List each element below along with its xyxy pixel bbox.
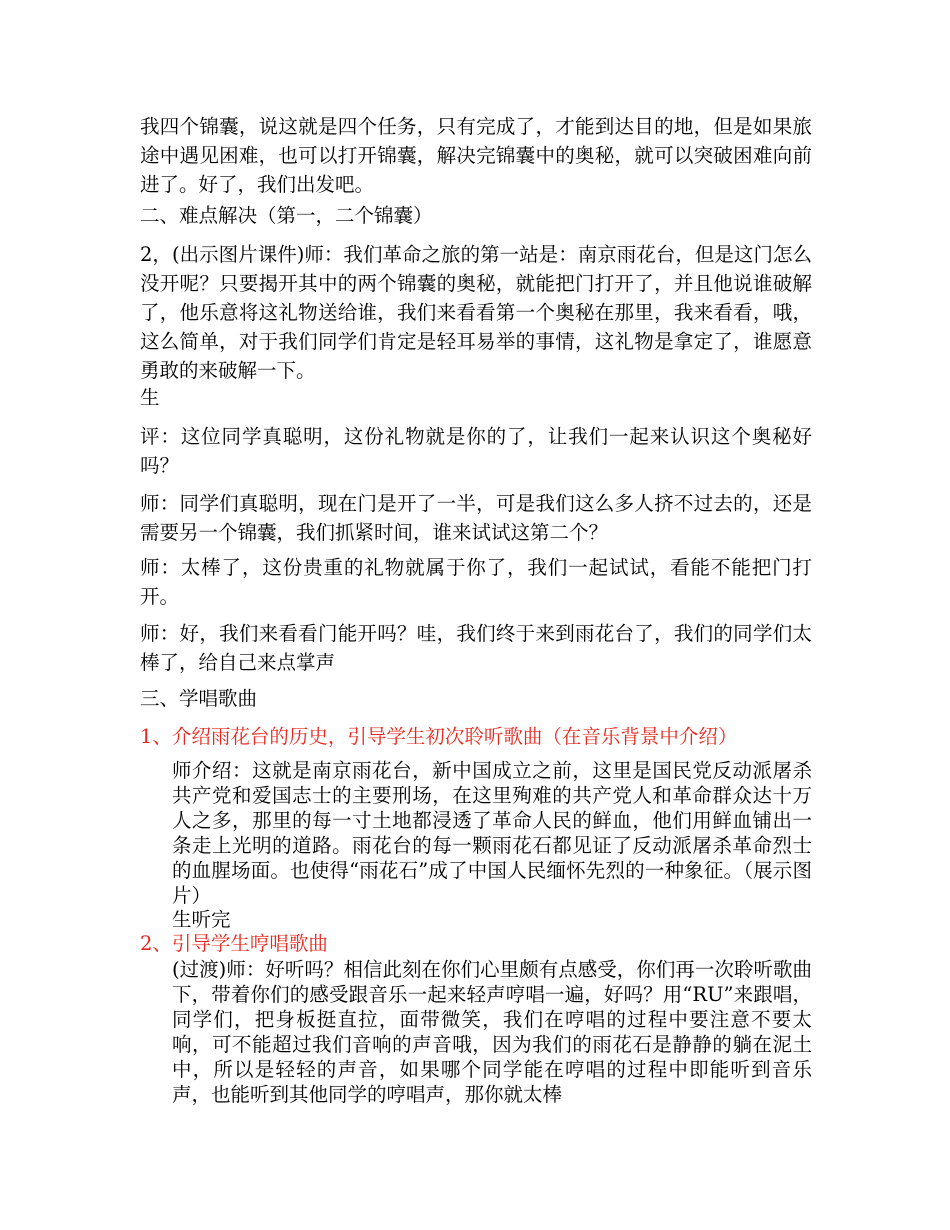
paragraph-transition: (过渡)师：好听吗？相信此刻在你们心里颇有点感受，你们再一次聆听歌曲下，带着你们的感受跟音乐一起来轻声哼唱一遍，好吗？用“RU”来跟唱，同学们，把身板挺直拉，面带微笑，我们在哼唱的过程中要注意不要太响，可不能超过我们音响的声音哦，因为我们的雨花石是静静的躺在泥土中，所以是轻轻的声音，如果哪个同学能在哼唱的过程中即能听到音乐声，也能听到其他同学的哼唱声，那你就太棒 (172, 958, 812, 1106)
paragraph-teacher-1: 师：同学们真聪明，现在门是开了一半，可是我们这么多人挤不过去的，还是需要另一个锦囊，我们抓紧时间，谁来试试这第二个？ (140, 492, 812, 544)
paragraph-first-stop: 2，(出示图片课件)师：我们革命之旅的第一站是：南京雨花台，但是这门怎么没开呢？只要揭开其中的两个锦囊的奥秘，就能把门打开了，并且他说谁破解了，他乐意将这礼物送给谁，我们来看看第一个奥秘在那里，我来看看，哦，这么简单，对于我们同学们肯定是轻耳易举的事情，这礼物是拿定了，谁愿意勇敢的来破解一下。 (140, 243, 812, 382)
section-heading-learn-song: 三、学唱歌曲 (140, 687, 258, 710)
paragraph-teacher-intro: 师介绍：这就是南京雨花台，新中国成立之前，这里是国民党反动派屠杀共产党和爱国志士的主要刑场，在这里殉难的共产党人和革命群众达十万人之多，那里的每一寸土地都浸透了革命人民的鲜血，他们用鲜血铺出一条走上光明的道路。雨花台的每一颗雨花石都见证了反动派屠杀革命烈士的血腥场面。也使得“雨花石”成了中国人民缅怀先烈的一种象征。（展示图片） (172, 759, 812, 907)
paragraph-teacher-3: 师：好，我们来看看门能开吗？哇，我们终于来到雨花台了，我们的同学们太棒了，给自己来点掌声 (140, 622, 812, 674)
paragraph-student-listened: 生听完 (172, 908, 231, 931)
section-heading-difficulty: 二、难点解决（第一，二个锦囊） (140, 204, 433, 227)
subheading-hum-song: 2、引导学生哼唱歌曲 (140, 932, 328, 955)
subheading-yuhuatai-history: 1、介绍雨花台的历史，引导学生初次聆听歌曲（在音乐背景中介绍） (140, 725, 738, 748)
paragraph-comment: 评：这位同学真聪明，这份礼物就是你的了，让我们一起来认识这个奥秘好吗？ (140, 425, 812, 477)
paragraph-student: 生 (140, 386, 160, 409)
paragraph-intro: 我四个锦囊，说这就是四个任务，只有完成了，才能到达目的地，但是如果旅途中遇见困难，也可以打开锦囊，解决完锦囊中的奥秘，就可以突破困难向前进了。好了，我们出发吧。 (140, 115, 812, 196)
paragraph-teacher-2: 师：太棒了，这份贵重的礼物就属于你了，我们一起试试，看能不能把门打开。 (140, 556, 812, 608)
